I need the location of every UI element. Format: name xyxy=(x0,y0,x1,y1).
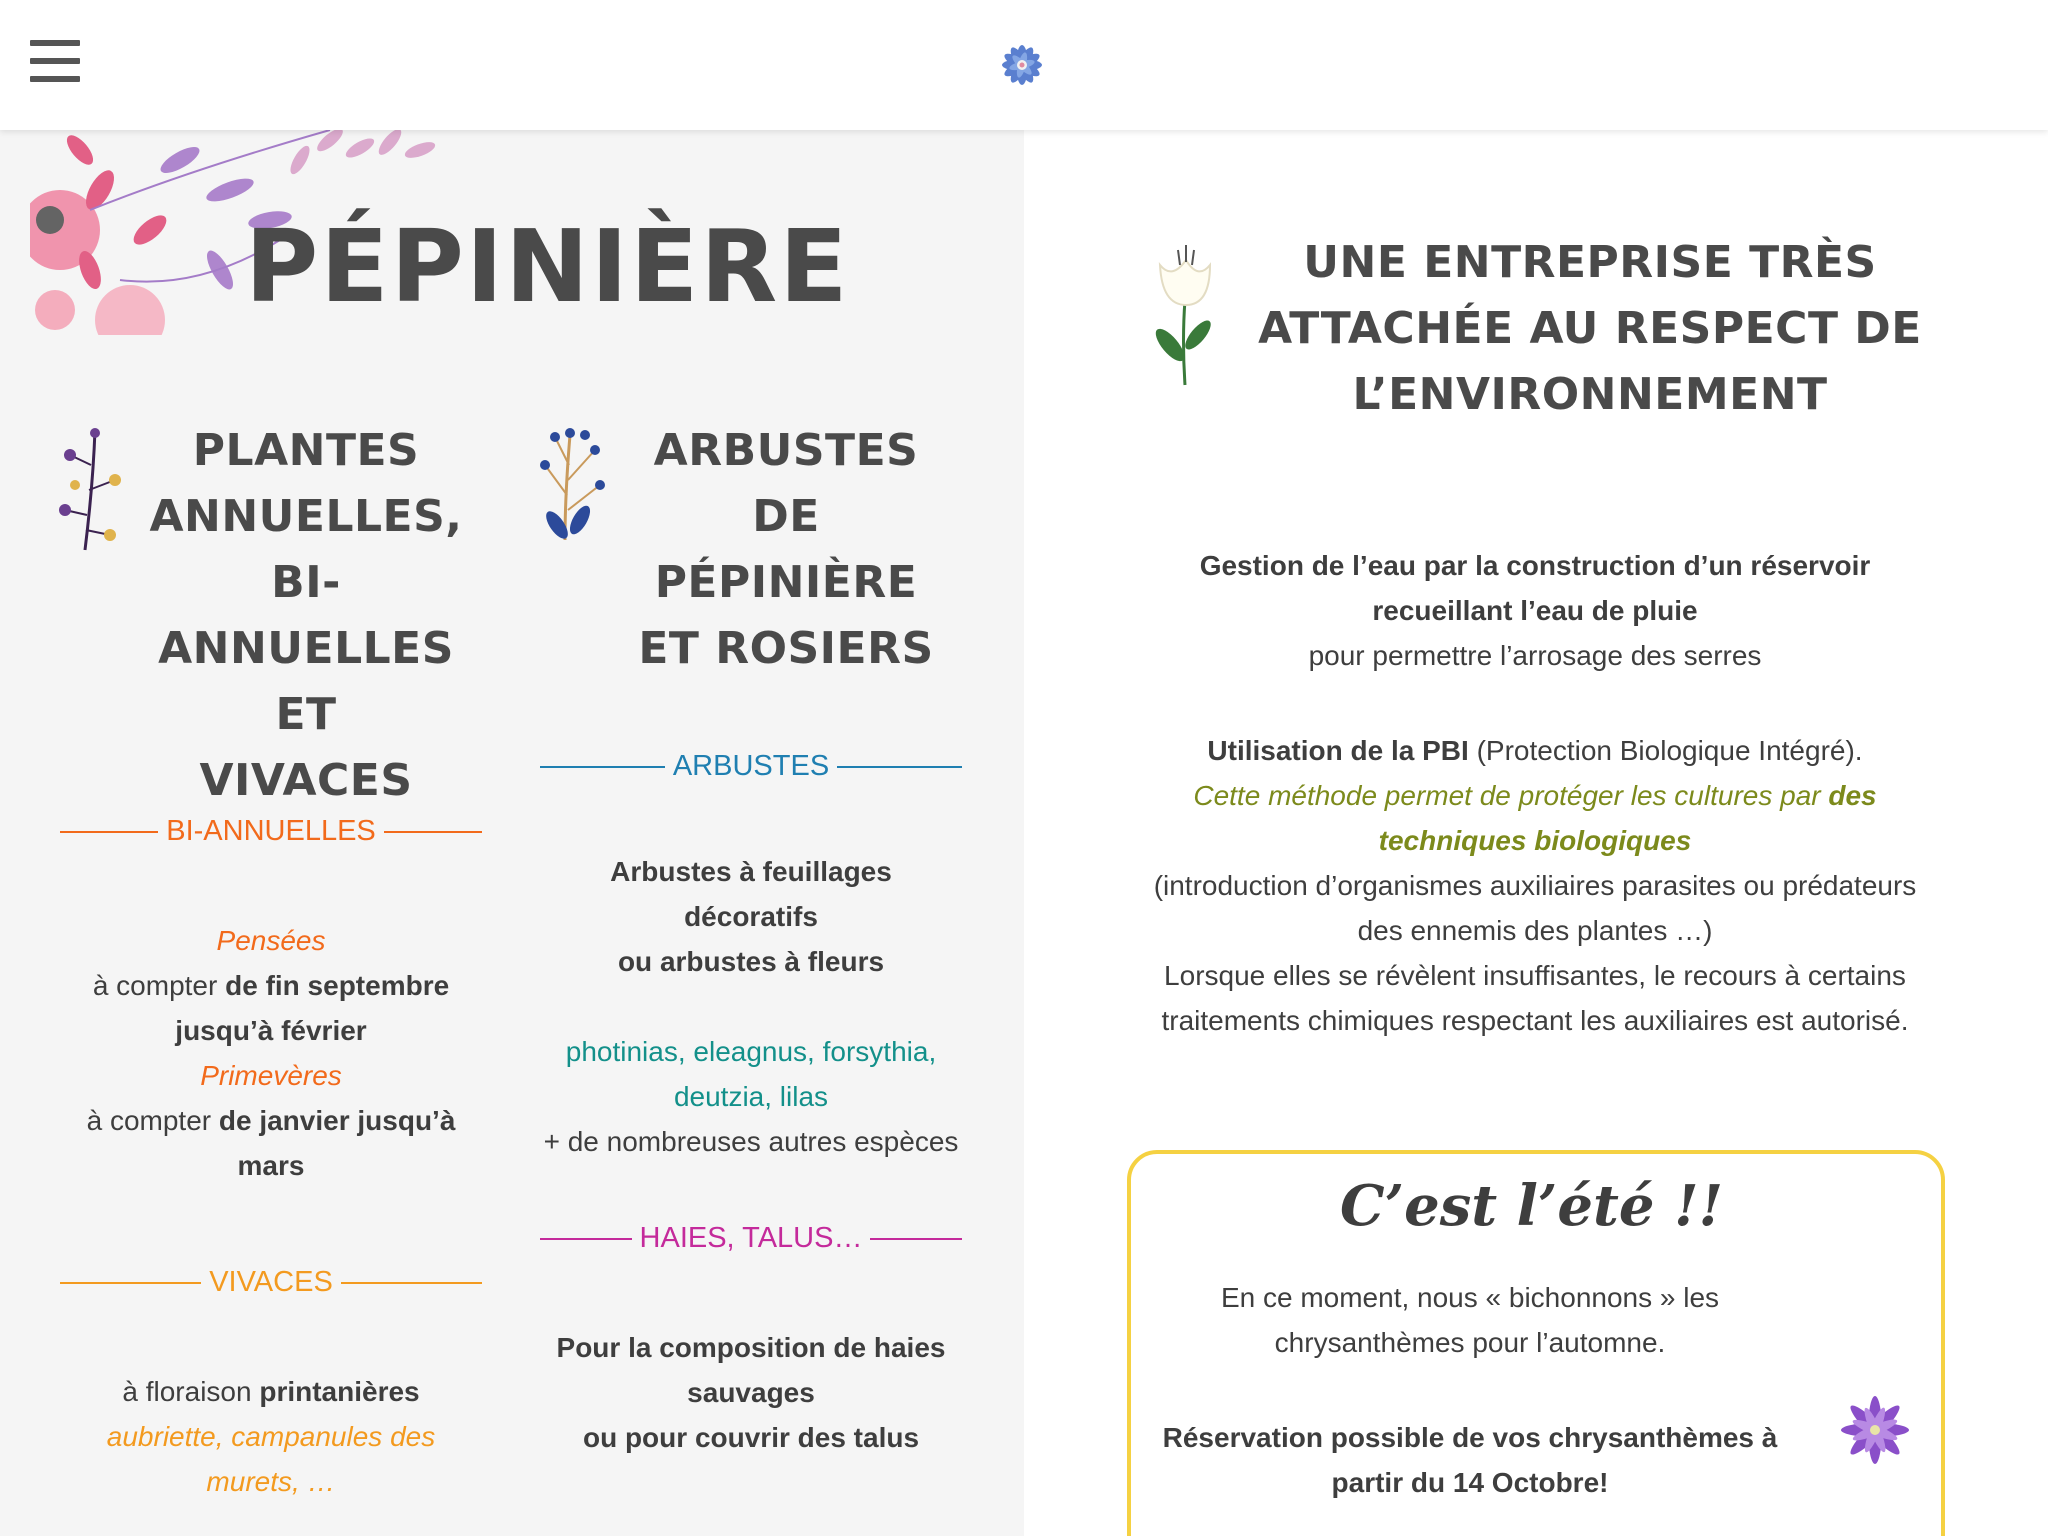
arbustes-more: + de nombreuses autres espèces xyxy=(543,1126,959,1157)
pbi-label: Utilisation de la PBI xyxy=(1207,735,1469,766)
col-annuelles-title: PLANTES ANNUELLES, BI- ANNUELLES ET VIVACES xyxy=(149,425,463,806)
plant-name: Primevères xyxy=(200,1060,342,1091)
left-panel xyxy=(0,130,1024,1536)
white-tulip-icon xyxy=(1150,240,1225,390)
col-arbustes xyxy=(540,418,962,682)
section-label: VIVACES xyxy=(209,1266,333,1298)
col-annuelles xyxy=(60,418,482,814)
section-label: BI-ANNUELLES xyxy=(166,815,376,847)
section-vivaces xyxy=(60,1266,482,1504)
haies-text xyxy=(540,1325,962,1460)
haies-desc: Pour la composition de haies sauvages xyxy=(556,1332,946,1408)
divider-haies xyxy=(540,1222,962,1255)
plant-name: Pensées xyxy=(216,925,326,956)
divider-arbustes xyxy=(540,750,962,783)
environment-text xyxy=(1140,543,1930,1043)
plant-period-prefix: à compter xyxy=(86,1105,219,1136)
purple-flower-icon xyxy=(1835,1390,1915,1470)
hamburger-icon[interactable] xyxy=(30,40,80,86)
summer-text xyxy=(1160,1275,1780,1505)
vivaces-prefix: à floraison xyxy=(122,1376,260,1407)
haies-desc: ou pour couvrir des talus xyxy=(582,1422,920,1453)
col-arbustes-title: ARBUSTES DE PÉPINIÈRE ET ROSIERS xyxy=(638,425,934,674)
summer-message: En ce moment, nous « bichonnons » les chrysanthèmes pour l’automne. xyxy=(1220,1282,1720,1358)
chemical-text: Lorsque elles se révèlent insuffisantes, le recours à certains traitements chimiques respectant les auxiliaires est autorisé. xyxy=(1161,960,1909,1036)
arbustes-species: photinias, eleagnus, forsythia, deutzia, lilas xyxy=(565,1036,937,1112)
plant-period: de janvier jusqu’à mars xyxy=(218,1105,456,1181)
intro-text: (introduction d’organismes auxiliaires parasites ou prédateurs des ennemis des plantes …) xyxy=(1153,870,1917,946)
arbustes-desc: ou arbustes à fleurs xyxy=(617,946,885,977)
pbi-definition: (Protection Biologique Intégré). xyxy=(1468,735,1863,766)
section-label: ARBUSTES xyxy=(672,750,830,782)
section-biannuelles xyxy=(60,815,482,1188)
summer-title: C’est l’été !! xyxy=(1340,1173,1724,1239)
vivaces-names: aubriette, campanules des murets, … xyxy=(106,1421,436,1497)
water-purpose: pour permettre l’arrosage des serres xyxy=(1308,640,1762,671)
water-management: Gestion de l’eau par la construction d’un réservoir recueillant l’eau de pluie xyxy=(1199,550,1871,626)
arbustes-text xyxy=(540,849,962,1164)
section-arbustes xyxy=(540,750,962,1164)
divider-vivaces xyxy=(60,1266,482,1299)
vivaces-text xyxy=(60,1369,482,1504)
section-haies xyxy=(540,1222,962,1460)
plant-period: de fin septembre jusqu’à février xyxy=(175,970,450,1046)
biannuelles-text xyxy=(60,918,482,1188)
divider-biannuelles xyxy=(60,815,482,848)
plant-period-prefix: à compter xyxy=(92,970,226,1001)
page-title: PÉPINIÈRE xyxy=(245,208,850,325)
method-text: Cette méthode permet de protéger les cultures par xyxy=(1193,780,1829,811)
reservation-notice: Réservation possible de vos chrysanthèmes à partir du 14 Octobre! xyxy=(1162,1422,1778,1498)
top-bar xyxy=(0,0,2048,130)
method-bold: des techniques biologiques xyxy=(1378,780,1877,856)
vivaces-season: printanières xyxy=(259,1376,420,1407)
environment-title: UNE ENTREPRISE TRÈS ATTACHÉE AU RESPECT DE L’ENVIRONNEMENT xyxy=(1258,237,1922,420)
arbustes-desc: Arbustes à feuillages décoratifs xyxy=(610,856,892,932)
section-label: HAIES, TALUS… xyxy=(639,1222,863,1254)
flower-logo-icon[interactable] xyxy=(992,36,1052,94)
